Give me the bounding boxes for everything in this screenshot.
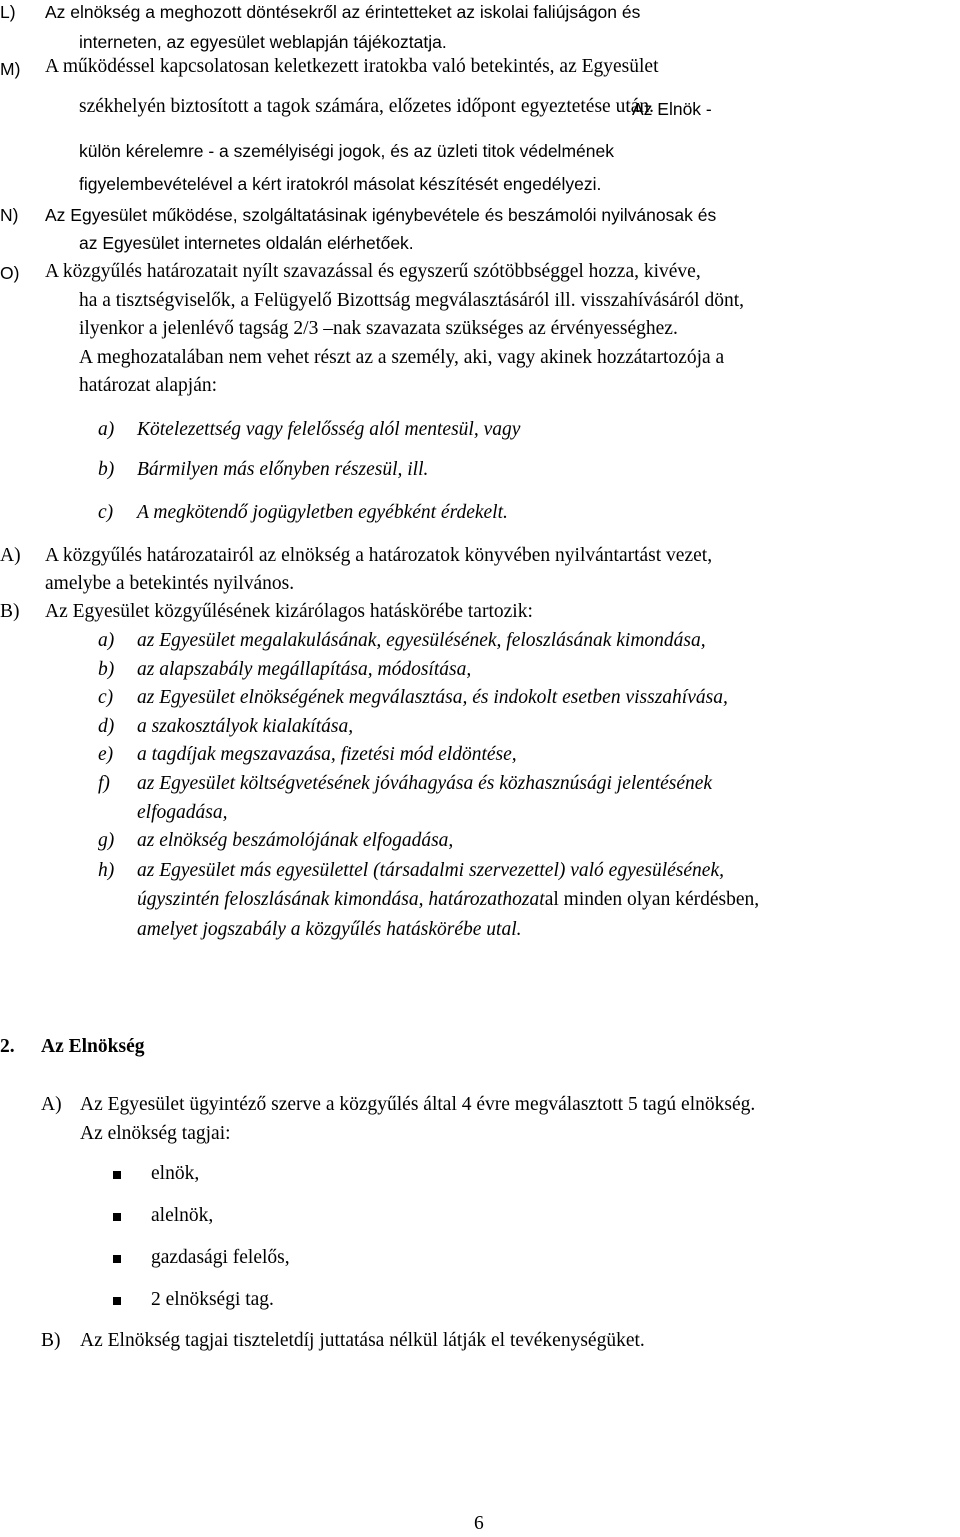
power-text-f-line1: az Egyesület költségvetésének jóváhagyása és közhasznúsági jelentésének — [137, 773, 713, 794]
item-O-line5: határozat alapján: — [79, 375, 218, 396]
power-label-e: e) — [98, 744, 114, 765]
item-label-A: A) — [0, 545, 21, 566]
power-text-h-line2-regular: al minden olyan kérdésben, — [544, 889, 760, 910]
power-text-h-line2 — [137, 889, 759, 911]
item-L-line2: interneten, az egyesület weblapján tájékoztatja. — [79, 32, 447, 52]
power-text-d: a szakosztályok kialakítása, — [137, 716, 354, 737]
item-label-O: O) — [0, 263, 20, 283]
item-N-line2: az Egyesület internetes oldalán elérhetőek. — [79, 233, 414, 253]
square-bullet-icon — [113, 1171, 121, 1179]
item-B-line1: Az Egyesület közgyűlésének kizárólagos hatáskörébe tartozik: — [45, 601, 533, 622]
item-label-N: N) — [0, 205, 19, 225]
member-item: elnök, — [151, 1163, 200, 1184]
item-M-line2a: székhelyén biztosított a tagok számára, előzetes időpont egyeztetése után. — [79, 96, 655, 117]
item-O-line1: A közgyűlés határozatait nyílt szavazással és egyszerű szótöbbséggel hozza, kivéve, — [45, 261, 701, 282]
power-label-g: g) — [98, 830, 115, 851]
square-bullet-icon — [113, 1297, 121, 1305]
elnokseg-A-line1: Az Egyesület ügyintéző szerve a közgyűlés által 4 évre megválasztott 5 tagú elnökség. — [80, 1094, 756, 1115]
power-label-h: h) — [98, 860, 115, 881]
item-label-B: B) — [0, 601, 20, 622]
power-text-g: az elnökség beszámolójának elfogadása, — [137, 830, 454, 851]
power-text-h-line1: az Egyesület más egyesülettel (társadalmi szervezettel) való egyesülésének, — [137, 860, 724, 881]
item-O-line2: ha a tisztségviselők, a Felügyelő Bizottság megválasztásáról ill. visszahívásáról dönt, — [79, 290, 745, 311]
power-text-f-line2: elfogadása, — [137, 802, 228, 823]
power-text-h-line3: amelyet jogszabály a közgyűlés hatáskörébe utal. — [137, 919, 522, 940]
elnokseg-label-A: A) — [41, 1094, 62, 1115]
square-bullet-icon — [113, 1255, 121, 1263]
power-text-a: az Egyesület megalakulásának, egyesülésének, feloszlásának kimondása, — [137, 630, 706, 651]
item-M-line3: külön kérelemre - a személyiségi jogok, és az üzleti titok védelmének — [79, 141, 614, 161]
member-item: alelnök, — [151, 1205, 214, 1226]
item-N-line1: Az Egyesület működése, szolgáltatásinak igénybevétele és beszámolói nyilvánosak és — [45, 205, 717, 225]
item-M-line4: figyelembevételével a kért iratokról másolat készítését engedélyezi. — [79, 174, 602, 194]
item-label-M: M) — [0, 59, 21, 79]
page-number: 6 — [474, 1513, 484, 1534]
item-label-L: L) — [0, 2, 16, 22]
power-label-f: f) — [98, 773, 110, 794]
exception-label-c: c) — [98, 502, 114, 523]
power-text-h-line2-italic: úgyszintén feloszlásának kimondása, határozathozat — [137, 889, 545, 910]
elnokseg-label-B: B) — [41, 1330, 61, 1351]
power-label-d: d) — [98, 716, 115, 737]
item-M-line1: A működéssel kapcsolatosan keletkezett iratokba való betekintés, az Egyesület — [45, 56, 659, 77]
item-A-line1: A közgyűlés határozatairól az elnökség a határozatok könyvében nyilvántartást vezet, — [45, 545, 713, 566]
power-label-b: b) — [98, 659, 115, 680]
item-A-line2: amelybe a betekintés nyilvános. — [45, 573, 295, 594]
item-L-line1: Az elnökség a meghozott döntésekről az érintetteket az iskolai faliújságon és — [45, 2, 641, 22]
member-item: 2 elnökségi tag. — [151, 1289, 274, 1310]
item-O-line4: A meghozatalában nem vehet részt az a személy, aki, vagy akinek hozzátartozója a — [79, 347, 725, 368]
power-label-c: c) — [98, 687, 114, 708]
exception-text-b: Bármilyen más előnyben részesül, ill. — [137, 459, 429, 480]
power-text-e: a tagdíjak megszavazása, fizetési mód eldöntése, — [137, 744, 517, 765]
exception-label-b: b) — [98, 459, 115, 480]
elnokseg-A-line2: Az elnökség tagjai: — [80, 1123, 231, 1144]
elnokseg-B-line1: Az Elnökség tagjai tiszteletdíj juttatása nélkül látják el tevékenységüket. — [80, 1330, 645, 1351]
section-title: Az Elnökség — [41, 1036, 145, 1057]
item-M-line2b: Az Elnök - — [632, 99, 712, 119]
exception-label-a: a) — [98, 419, 115, 440]
power-text-c: az Egyesület elnökségének megválasztása, és indokolt esetben visszahívása, — [137, 687, 728, 708]
exception-text-a: Kötelezettség vagy felelősség alól mentesül, vagy — [137, 419, 521, 440]
power-label-a: a) — [98, 630, 115, 651]
square-bullet-icon — [113, 1213, 121, 1221]
item-O-line3: ilyenkor a jelenlévő tagság 2/3 –nak szavazata szükséges az érvényességhez. — [79, 318, 678, 339]
power-text-b: az alapszabály megállapítása, módosítása, — [137, 659, 472, 680]
section-number: 2. — [0, 1036, 15, 1057]
member-item: gazdasági felelős, — [151, 1247, 290, 1268]
exception-text-c: A megkötendő jogügyletben egyébként érdekelt. — [137, 502, 508, 523]
